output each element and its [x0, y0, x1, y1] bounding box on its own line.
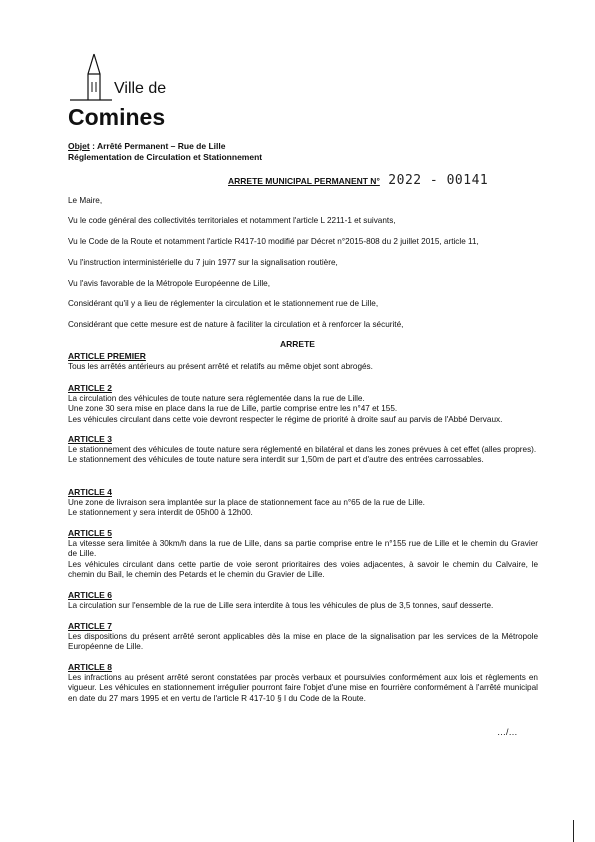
preamble-line: Vu l'avis favorable de la Métropole Européenne de Lille, [68, 279, 270, 288]
article-heading: ARTICLE 2 [68, 383, 112, 393]
ville-de-comines-logo [68, 52, 188, 132]
preamble-line: Considérant que cette mesure est de nature à faciliter la circulation et à renforcer la sécurité, [68, 320, 404, 329]
article-text: Une zone 30 sera mise en place dans la rue de Lille, partie comprise entre les n°47 et 155. [68, 404, 398, 414]
article-text: Les véhicules circulant dans cette voie devront respecter le régime de priorité à droite sauf au parvis de l'Abbé Dervaux. [68, 414, 503, 424]
article-heading: ARTICLE 4 [68, 487, 112, 497]
article-heading: ARTICLE PREMIER [68, 351, 146, 361]
decree-title: ARRETE MUNICIPAL PERMANENT N° [228, 176, 380, 186]
article-heading: ARTICLE 5 [68, 528, 112, 538]
article-heading: ARTICLE 7 [68, 621, 112, 631]
scan-edge-mark [573, 820, 574, 842]
article-premier [68, 351, 538, 372]
article-heading: ARTICLE 6 [68, 590, 112, 600]
page-continuation-mark: …/… [497, 727, 518, 737]
article-5 [68, 528, 538, 581]
article-text: Une zone de livraison sera implantée sur la place de stationnement face au n°65 de la rue de Lille. [68, 498, 425, 507]
article-6 [68, 590, 538, 611]
preamble-line: Le Maire, [68, 196, 103, 205]
preamble-line: Considérant qu'il y a lieu de réglementer la circulation et le stationnement rue de Lille, [68, 299, 379, 308]
decree-heading: ARRETE [280, 339, 315, 349]
subject-line-1: : Arrêté Permanent – Rue de Lille [89, 141, 226, 151]
article-4 [68, 487, 538, 519]
article-text: La vitesse sera limitée à 30km/h dans la rue de Lille, dans sa partie comprise entre le n°155 rue de Lille et le chemin du Gravier de Lille. [68, 539, 538, 559]
logo-text-comines: Comines [68, 104, 166, 130]
preamble-line: Vu le Code de la Route et notamment l'article R417-10 modifié par Décret n°2015-808 du 2 juillet 2015, article 11, [68, 237, 479, 246]
subject-label: Objet [68, 141, 90, 151]
decree-number-handwritten: 2022 - 00141 [388, 173, 489, 188]
article-text: Les dispositions du présent arrêté seront applicables dès la mise en place de la signalisation par les services de la Métropole Européenne de Lille. [68, 632, 538, 652]
article-text: Le stationnement y sera interdit de 05h00 à 12h00. [68, 508, 253, 518]
article-heading: ARTICLE 8 [68, 662, 112, 672]
article-text: La circulation des véhicules de toute nature sera réglementée dans la rue de Lille. [68, 394, 365, 403]
article-text: La circulation sur l'ensemble de la rue de Lille sera interdite à tous les véhicules de plus de 3,5 tonnes, sauf desserte. [68, 601, 494, 610]
article-text: Le stationnement des véhicules de toute nature sera réglementé en bilatéral et dans les zones prévues à cet effet (alles propres). [68, 445, 537, 454]
article-heading: ARTICLE 3 [68, 434, 112, 444]
article-7 [68, 621, 538, 653]
logo-text-ville-de: Ville de [114, 80, 167, 97]
subject-block [68, 141, 538, 163]
preamble-line: Vu le code général des collectivités territoriales et notamment l'article L 2211-1 et suivants, [68, 216, 396, 225]
preamble-line: Vu l'instruction interministérielle du 7 juin 1977 sur la signalisation routière, [68, 258, 338, 267]
article-text: Les véhicules circulant dans cette partie de voie seront prioritaires des voies adjacentes, à savoir le chemin du Calvaire, le chemin du Bail, le chemin des Petards et le chemin du Gravier de Lille. [68, 559, 538, 580]
decree-title-row [228, 171, 488, 189]
article-2 [68, 383, 538, 425]
article-text: Le stationnement des véhicules de toute nature sera interdit sur 1,50m de part et d'autre des entrées carrossables. [68, 455, 484, 465]
article-3 [68, 434, 538, 466]
subject-line-2: Réglementation de Circulation et Stationnement [68, 152, 263, 162]
article-text: Tous les arrêtés antérieurs au présent arrêté et relatifs au même objet sont abrogés. [68, 362, 373, 371]
article-8 [68, 662, 538, 704]
article-text: Les infractions au présent arrêté seront constatées par procès verbaux et poursuivies conformément aux lois et règlements en vigueur. Les véhicules en stationnement irrégulier pourront faire l'objet d'une mise en fourrière conformément à l'arrêté municipal en date du 27 mars 1995 et en vertu de l'article R 417-10 § I du Code de la Route. [68, 673, 538, 703]
